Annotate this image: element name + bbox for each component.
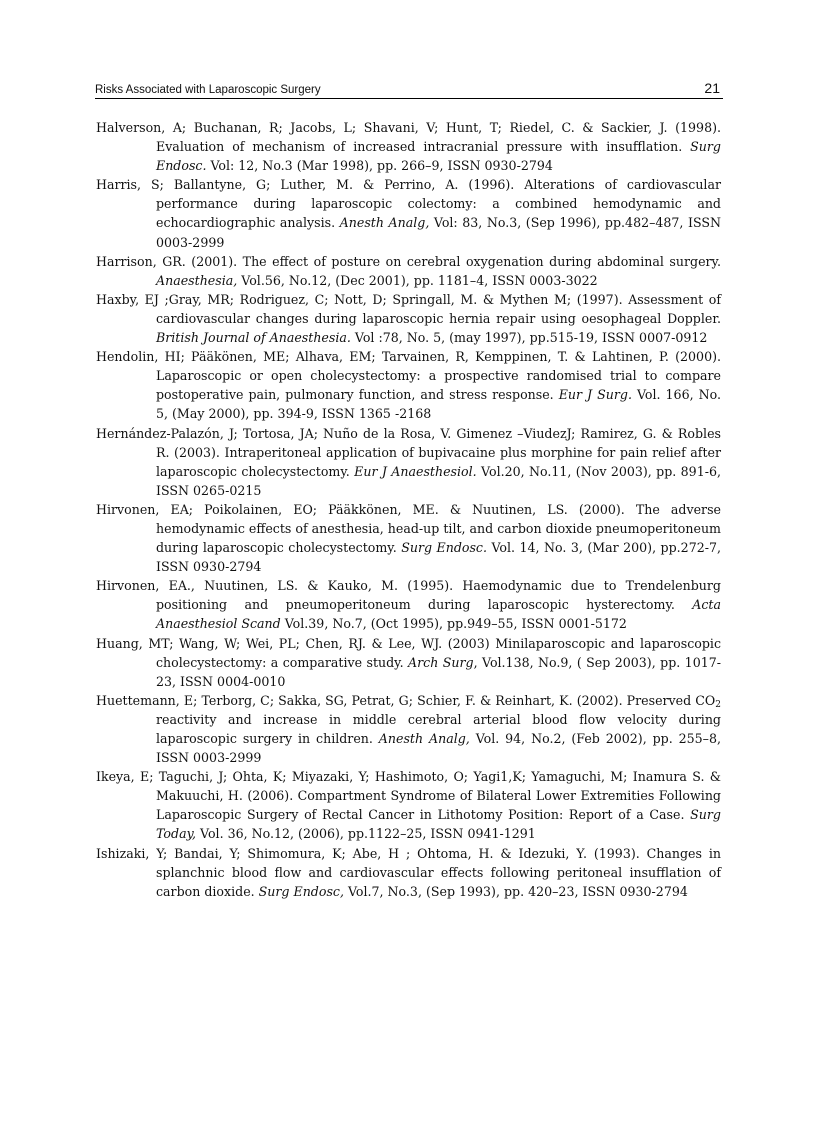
- journal-name: Anaesthesia,: [156, 272, 238, 288]
- reference-entry: Halverson, A; Buchanan, R; Jacobs, L; Shavani, V; Hunt, T; Riedel, C. & Sackier, J. (1998). Evaluation of mechanism of increased intracranial pressure with insufflation. Surg Endosc. Vol: 12, No.3 (Mar 1998), pp. 266–9, ISSN 0930-2794: [96, 120, 721, 174]
- reference-entry: Hirvonen, EA; Poikolainen, EO; Pääkkönen, ME. & Nuutinen, LS. (2000). The adverse hemodynamic effects of anesthesia, head-up tilt, and carbon dioxide pneumoperitoneum during laparoscopic cholecystectomy. Surg Endosc. Vol. 14, No. 3, (Mar 200), pp.272-7, ISSN 0930-2794: [96, 501, 721, 575]
- journal-name: British Journal of Anaesthesia.: [156, 330, 351, 346]
- reference-entry: Harrison, GR. (2001). The effect of posture on cerebral oxygenation during abdominal surgery. Anaesthesia, Vol.56, No.12, (Dec 2001), pp. 1181–4, ISSN 0003-3022: [96, 253, 721, 288]
- journal-name: Anesth Analg,: [378, 731, 470, 746]
- reference-entry: Hernández-Palazón, J; Tortosa, JA; Nuño de la Rosa, V. Gimenez –ViudezJ; Ramirez, G. & Robles R. (2003). Intraperitoneal application of bupivacaine plus morphine for pain relief after laparoscopic cholecystectomy. Eur J Anaesthesiol. Vol.20, No.11, (Nov 2003), pp. 891-6, ISSN 0265-0215: [96, 425, 721, 498]
- journal-name: Acta Anaesthesiol Scand: [156, 597, 721, 632]
- reference-list: [96, 118, 721, 901]
- journal-name: Eur J Anaesthesiol.: [354, 463, 477, 479]
- journal-name: Surg Endosc,: [258, 883, 344, 899]
- journal-name: Surg Endosc.: [156, 139, 721, 174]
- reference-entry: Huang, MT; Wang, W; Wei, PL; Chen, RJ. & Lee, WJ. (2003) Minilaparoscopic and laparoscopic cholecystectomy: a comparative study. Arch Surg, Vol.138, No.9, ( Sep 2003), pp. 1017-23, ISSN 0004-0010: [96, 635, 721, 689]
- journal-name: Eur J Surg.: [558, 387, 632, 403]
- reference-entry: Hirvonen, EA., Nuutinen, LS. & Kauko, M. (1995). Haemodynamic due to Trendelenburg positioning and pneumoperitoneum during laparoscopic hysterectomy. Acta Anaesthesiol Scand Vol.39, No.7, (Oct 1995), pp.949–55, ISSN 0001-5172: [96, 578, 721, 632]
- journal-name: Surg Endosc.: [401, 540, 487, 556]
- running-header: [95, 78, 723, 99]
- reference-entry: Hendolin, HI; Pääkönen, ME; Alhava, EM; Tarvainen, R, Kemppinen, T. & Lahtinen, P. (2000). Laparoscopic or open cholecystectomy: a prospective randomised trial to compare postoperative pain, pulmonary function, and stress response. Eur J Surg. Vol. 166, No. 5, (May 2000), pp. 394-9, ISSN 1365 -2168: [96, 349, 721, 422]
- reference-entry: Ishizaki, Y; Bandai, Y; Shimomura, K; Abe, H ; Ohtoma, H. & Idezuki, Y. (1993). Changes in splanchnic blood flow and cardiovascular effects following peritoneal insufflation of carbon dioxide. Surg Endosc, Vol.7, No.3, (Sep 1993), pp. 420–23, ISSN 0930-2794: [96, 845, 721, 899]
- journal-name: Arch Surg: [408, 654, 474, 670]
- page-number: 21: [704, 80, 720, 96]
- reference-entry: Ikeya, E; Taguchi, J; Ohta, K; Miyazaki, Y; Hashimoto, O; Yagi1,K; Yamaguchi, M; Inamura S. & Makuuchi, H. (2006). Compartment Syndrome of Bilateral Lower Extremities Following Laparoscopic Surgery of Rectal Cancer in Lithotomy Position: Report of a Case. Surg Today, Vol. 36, No.12, (2006), pp.1122–25, ISSN 0941-1291: [96, 769, 721, 842]
- reference-entry: Harris, S; Ballantyne, G; Luther, M. & Perrino, A. (1996). Alterations of cardiovascular performance during laparoscopic colectomy: a combined hemodynamic and echocardiographic analysis. Anesth Analg, Vol: 83, No.3, (Sep 1996), pp.482–487, ISSN 0003-2999: [96, 177, 722, 250]
- journal-name: Anesth Analg,: [339, 215, 430, 231]
- subscript: 2: [715, 699, 721, 710]
- reference-entry: Huettemann, E; Terborg, C; Sakka, SG, Petrat, G; Schier, F. & Reinhart, K. (2002). Preserved $CO_2$ reactivity and increase in middle cerebral arterial blood flow velocity during laparoscopic surgery in children. Anesth Analg, Vol. 94, No.2, (Feb 2002), pp. 255–8, ISSN 0003-2999: [96, 692, 721, 766]
- journal-name: Surg Today,: [156, 807, 721, 842]
- running-title: Risks Associated with Laparoscopic Surgery: [95, 84, 321, 96]
- reference-entry: Haxby, EJ ;Gray, MR; Rodriguez, C; Nott, D; Springall, M. & Mythen M; (1997). Assessment of cardiovascular changes during laparoscopic hernia repair using oesophageal Doppler. British Journal of Anaesthesia. Vol :78, No. 5, (may 1997), pp.515-19, ISSN 0007-0912: [96, 291, 721, 346]
